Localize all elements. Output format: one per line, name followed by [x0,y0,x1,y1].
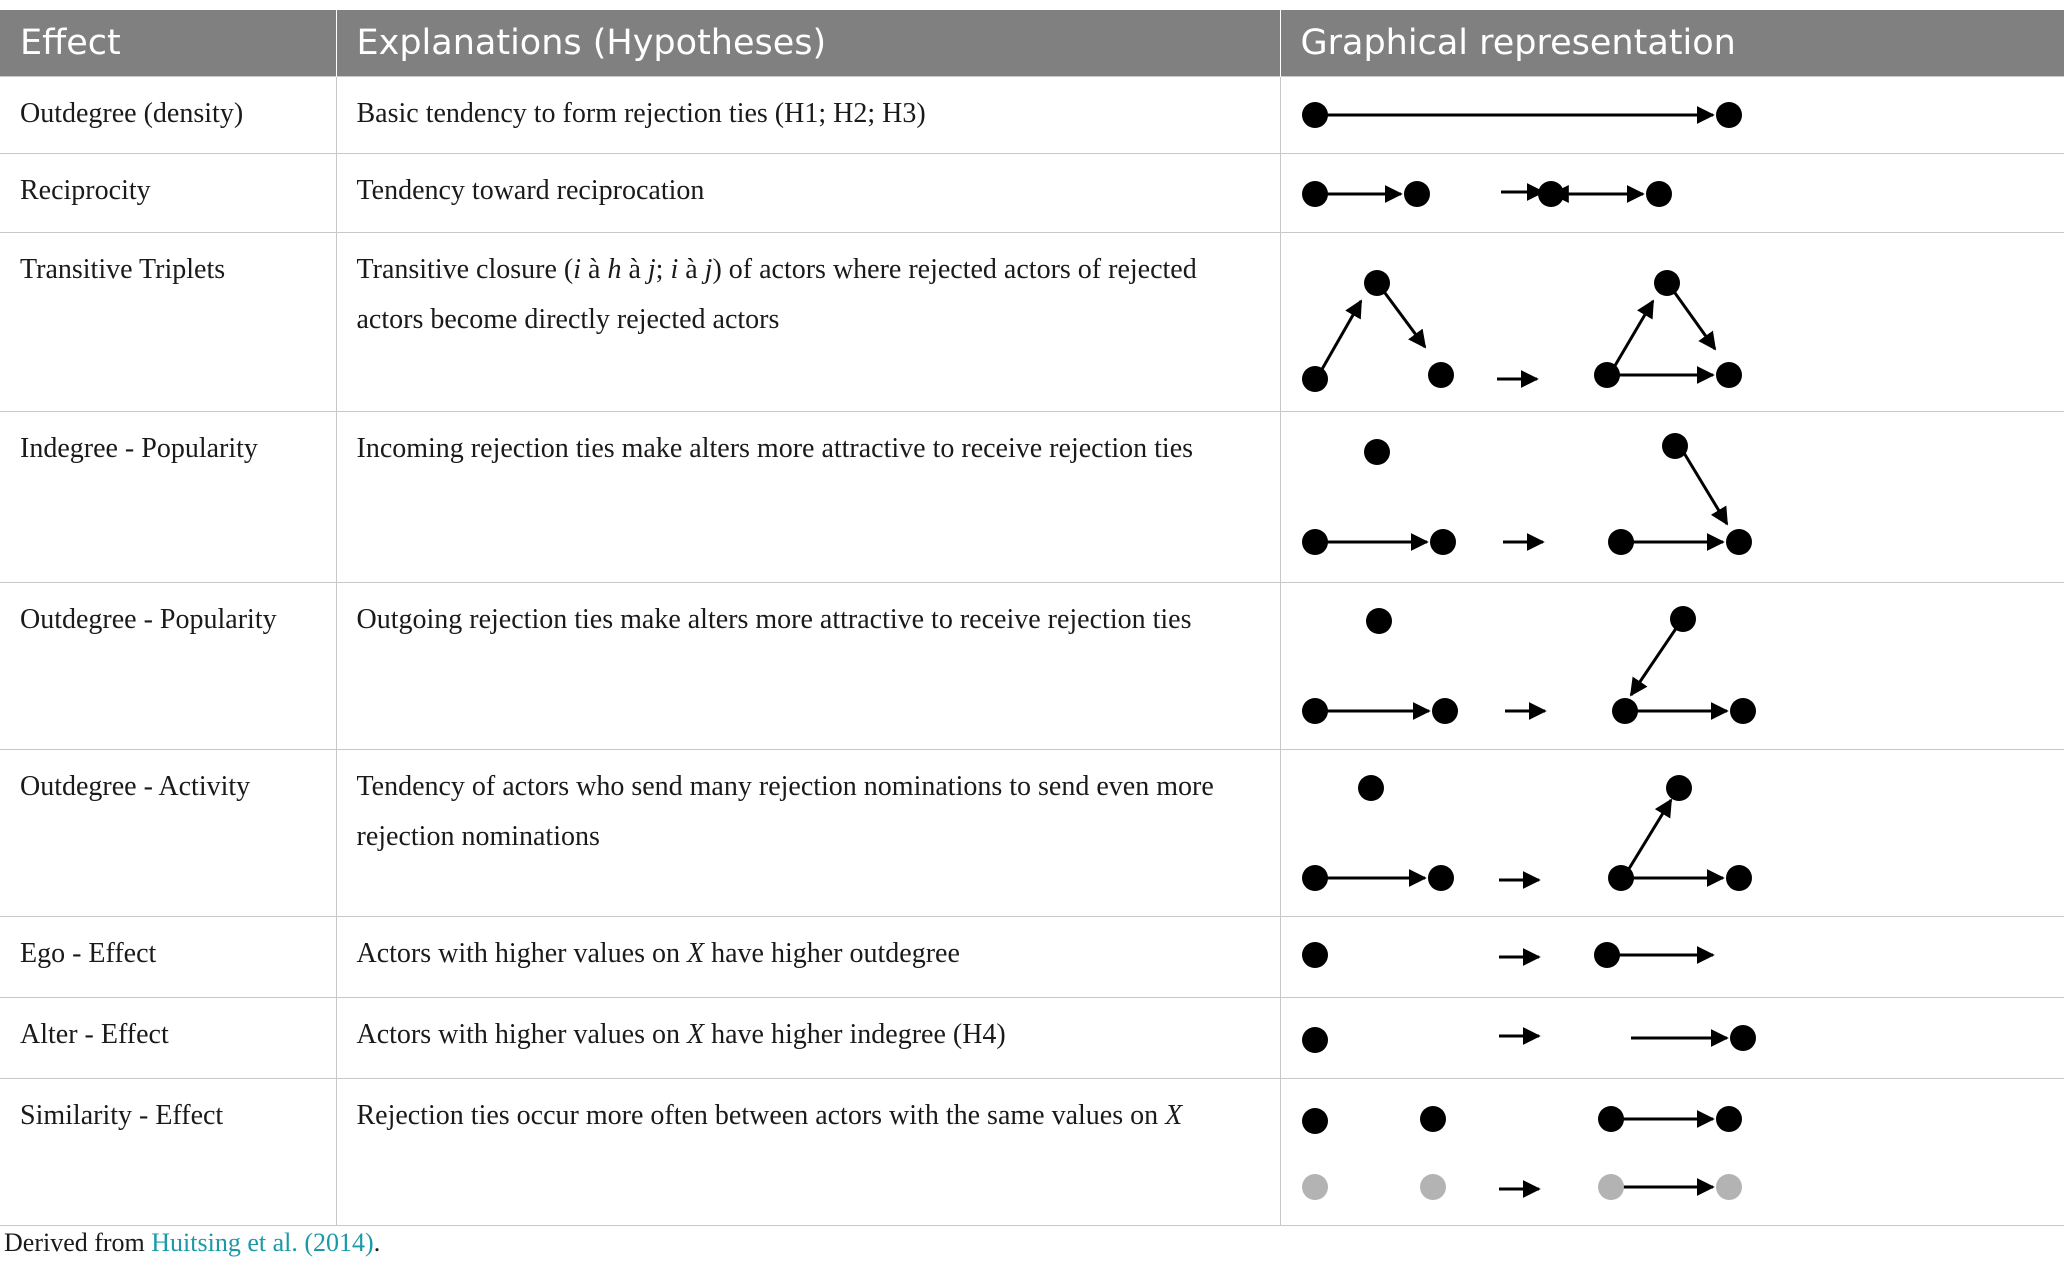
effect-name: Outdegree - Activity [0,750,336,917]
effect-explanation [336,917,1280,998]
effect-name: Transitive Triplets [0,233,336,412]
header-effect: Effect [0,10,336,77]
effects-table [0,10,2064,1226]
effect-name: Outdegree (density) [0,77,336,154]
outdegree-density-diagram [1281,77,2065,153]
var-x: X [687,1019,705,1050]
table-row [0,412,2064,583]
var-i: i [573,254,581,285]
footnote [4,1228,380,1258]
effect-explanation [336,1079,1280,1226]
ego-effect-diagram [1281,917,2065,997]
effect-name: Reciprocity [0,154,336,233]
effect-explanation: Tendency of actors who send many rejection nominations to send even more rejection nominations [336,750,1280,917]
graph-cell [1280,583,2064,750]
table-row [0,998,2064,1079]
table-row [0,1079,2064,1226]
text-part: Rejection ties occur more often between actors with the same values on [356,1100,1166,1131]
var-j: j [704,254,713,285]
text-part: have higher indegree (H4) [704,1019,1006,1050]
effect-name: Alter - Effect [0,998,336,1079]
graph-cell [1280,412,2064,583]
text-part: Transitive closure ( [356,254,574,285]
table-row [0,583,2064,750]
outdegree-activity-diagram [1281,750,2065,916]
table-row [0,233,2064,412]
citation-link[interactable]: Huitsing et al. (2014) [151,1228,374,1257]
effect-name: Ego - Effect [0,917,336,998]
effect-name: Similarity - Effect [0,1079,336,1226]
graph-cell [1280,77,2064,154]
graph-cell [1280,998,2064,1079]
header-row [0,10,2064,77]
text-part: Actors with higher values on [356,1019,687,1050]
table-row [0,917,2064,998]
graph-cell [1280,233,2064,412]
effect-explanation: Basic tendency to form rejection ties (H1; H2; H3) [336,77,1280,154]
footnote-text: . [373,1228,381,1257]
transitive-triplets-diagram [1281,233,2065,411]
effect-explanation: Outgoing rejection ties make alters more attractive to receive rejection ties [336,583,1280,750]
var-x: X [1165,1100,1183,1131]
footnote-text: Derived from [4,1228,152,1257]
table-row [0,750,2064,917]
text-part: ; [655,254,671,285]
graph-cell [1280,750,2064,917]
effect-name: Indegree - Popularity [0,412,336,583]
reciprocity-diagram [1281,154,2065,232]
indegree-popularity-diagram [1281,412,2065,582]
effect-explanation [336,233,1280,412]
alter-effect-diagram [1281,998,2065,1078]
text-part: ) of actors where rejected actors of rejected actors become directly rejected actors [356,254,1197,335]
text-part: à [678,254,705,285]
table-row [0,154,2064,233]
effect-explanation: Tendency toward reciprocation [336,154,1280,233]
effect-explanation: Incoming rejection ties make alters more attractive to receive rejection ties [336,412,1280,583]
header-graphical-representation: Graphical representation [1280,10,2064,77]
text-part: Actors with higher values on [356,938,687,969]
header-explanations: Explanations (Hypotheses) [336,10,1280,77]
graph-cell [1280,1079,2064,1226]
var-i: i [670,254,679,285]
text-part: have higher outdegree [704,938,960,969]
graph-cell [1280,154,2064,233]
effect-explanation [336,998,1280,1079]
var-x: X [687,938,705,969]
outdegree-popularity-diagram [1281,583,2065,749]
var-j: j [647,254,656,285]
table-row [0,77,2064,154]
var-h: h [607,254,622,285]
graph-cell [1280,917,2064,998]
text-part: à [621,254,648,285]
similarity-effect-diagram [1281,1079,2065,1225]
effect-name: Outdegree - Popularity [0,583,336,750]
text-part: à [581,254,608,285]
